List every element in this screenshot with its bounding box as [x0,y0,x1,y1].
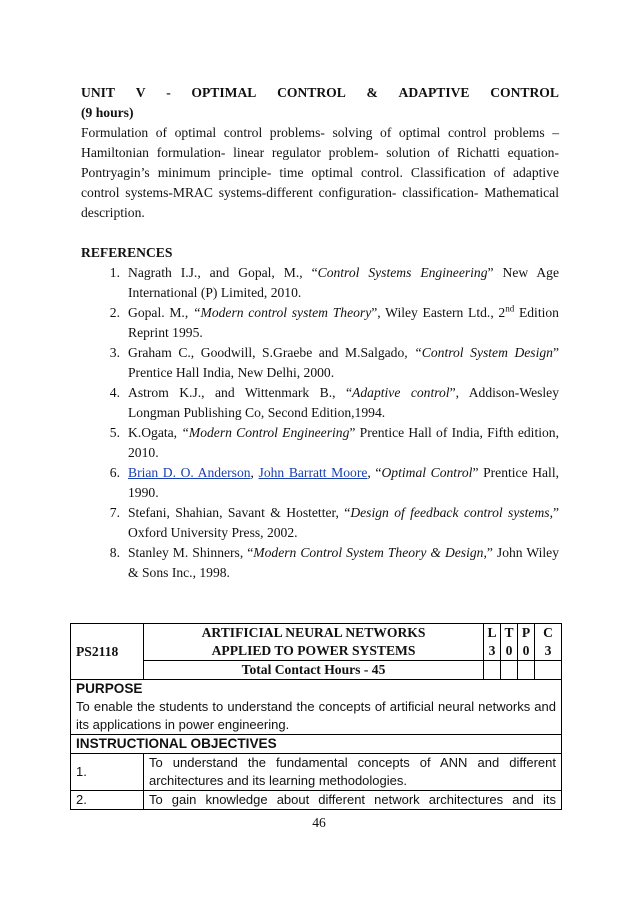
reference-authors: K.Ogata, [128,425,182,440]
course-title [144,624,484,661]
unit-syllabus-text: Formulation of optimal control problems- solving of optimal control problems – Hamiltonian formulation- linear regulator problem- solution of Richatti equation- Pontryagin’s minimum principle- time optimal control. Classification of adaptive control systems-MRAC systems-different configuration- classification- Mathematical description. [81,125,559,220]
ltpc-label-t: T [501,624,518,643]
reference-number: 3. [109,345,120,360]
objective-number: 2. [71,791,144,810]
course-header-row [71,624,562,643]
reference-superscript: nd [505,303,515,314]
unit-heading [81,83,559,103]
reference-publisher: ”, Wiley Eastern Ltd., 2 [371,305,506,320]
reference-publisher: ,” John Wiley & Sons Inc., 1998. [128,545,560,580]
author-link-anderson[interactable]: Brian D. O. Anderson [128,465,251,480]
course-table [70,623,562,810]
reference-title: Adaptive control [352,385,450,400]
course-title-line: ARTIFICIAL NEURAL NETWORKS [201,625,426,640]
reference-authors: Astrom K.J., and Wittenmark B., “ [128,385,353,400]
unit-heading-word: CONTROL [277,85,346,100]
course-hours-row [71,661,562,680]
reference-text [128,503,559,543]
unit-heading-word: OPTIMAL [191,85,257,100]
reference-separator: , [250,465,259,480]
ltpc-value-p: 0 [518,642,535,661]
purpose-row [71,680,562,735]
reference-number: 4. [109,385,120,400]
empty-cell [501,661,518,680]
reference-text [128,343,559,383]
author-link-moore[interactable]: John Barratt Moore [258,465,368,480]
reference-publisher: ”, Addison-Wesley Longman Publishing Co, Second Edition,1994. [128,385,560,420]
reference-number: 1. [109,265,120,280]
reference-publisher: ,” Oxford University Press, 2002. [128,505,559,540]
empty-cell [518,661,535,680]
unit-heading-word: & [366,85,378,100]
reference-text [128,303,559,343]
reference-number: 6. [109,465,120,480]
purpose-heading: PURPOSE [76,681,143,696]
contact-hours: Total Contact Hours - 45 [144,661,484,680]
reference-text [128,263,559,303]
reference-item [81,463,559,503]
reference-text [128,423,559,463]
reference-item [81,263,559,303]
reference-authors: Stefani, Shahian, Savant & Hostetter, “ [128,505,351,520]
objective-text: To understand the fundamental concepts of ANN and different architectures and its learning methodologies. [144,754,562,791]
objective-text: To gain knowledge about different network architectures and its [144,791,562,810]
ltpc-label-c: C [535,624,562,643]
course-code: PS2118 [71,624,144,680]
reference-authors: Gopal. M., [128,305,193,320]
unit-heading-word: V [135,85,146,100]
reference-text [128,543,559,583]
ltpc-value-t: 0 [501,642,518,661]
reference-authors: Stanley M. Shinners, “ [128,545,254,560]
reference-number: 5. [109,425,120,440]
reference-item [81,343,559,383]
ltpc-label-p: P [518,624,535,643]
objective-number: 1. [71,754,144,791]
objectives-heading-row [71,735,562,754]
references-heading: REFERENCES [81,245,173,260]
empty-cell [484,661,501,680]
empty-cell [535,661,562,680]
unit-heading-word: - [166,85,171,100]
reference-number: 2. [109,305,120,320]
reference-text [128,383,559,423]
ltpc-label-l: L [484,624,501,643]
ltpc-value-c: 3 [535,642,562,661]
purpose-cell [71,680,562,735]
course-title-line: APPLIED TO POWER SYSTEMS [211,643,416,658]
reference-edition: Edition Reprint 1995. [128,305,559,340]
page-number: 46 [312,815,326,830]
reference-text [128,463,559,503]
unit-heading-word: CONTROL [490,85,559,100]
reference-publisher: ” Prentice Hall of India, Fifth edition, 2010. [128,425,559,460]
unit-hours: (9 hours) [81,105,134,120]
reference-title: Control Systems Engineering [317,265,488,280]
reference-item [81,383,559,423]
reference-publisher: ” Prentice Hall, 1990. [128,465,560,500]
reference-title: Optimal Control [381,465,473,480]
references-list [81,263,559,583]
objective-row [71,754,562,791]
reference-publisher: ” New Age International (P) Limited, 2010. [128,265,559,300]
reference-title: Modern Control System Theory & Design [253,545,484,560]
reference-punctuation: , “ [367,465,382,480]
ltpc-value-l: 3 [484,642,501,661]
objectives-heading: INSTRUCTIONAL OBJECTIVES [71,735,562,754]
reference-item [81,423,559,463]
reference-item [81,303,559,343]
reference-authors: Graham C., Goodwill, S.Graebe and M.Salgado [128,345,405,360]
reference-number: 8. [109,545,120,560]
objective-row [71,791,562,810]
reference-title: , “Control System Design [404,345,553,360]
reference-title: “Modern control system Theory [192,305,372,320]
reference-item [81,543,559,583]
reference-number: 7. [109,505,120,520]
reference-authors: Nagrath I.J., and Gopal, M., “ [128,265,318,280]
unit-heading-word: UNIT [81,85,115,100]
unit-heading-word: ADAPTIVE [398,85,470,100]
reference-title: Design of feedback control systems [350,505,550,520]
purpose-text: To enable the students to understand the concepts of artificial neural networks and its applications in power engineering. [76,699,556,732]
reference-item [81,503,559,543]
reference-title: “Modern Control Engineering [181,425,350,440]
reference-publisher: ” Prentice Hall India, New Delhi, 2000. [128,345,560,380]
page-content [81,83,559,583]
